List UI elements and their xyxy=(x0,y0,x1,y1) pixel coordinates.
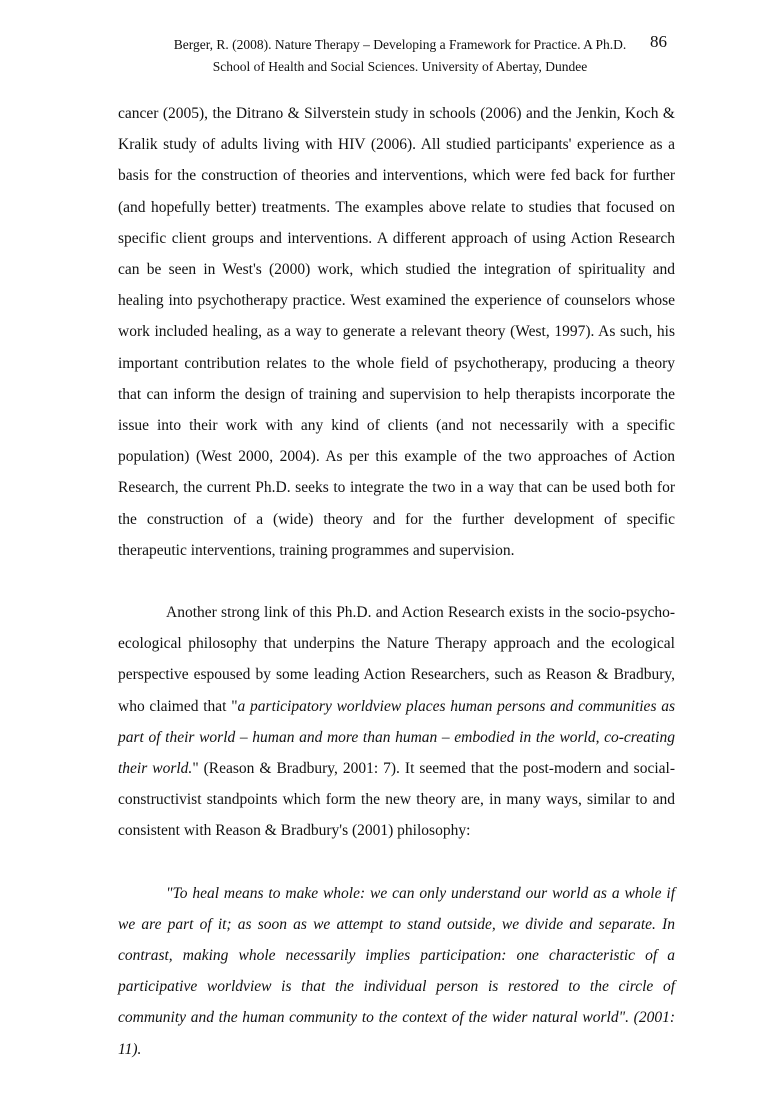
paragraph-2-inline-quote: a participatory worldview places human persons and communities as part of their world – human and more than human – embodied in the world, co-creating their world. xyxy=(118,697,675,778)
header-citation-line: Berger, R. (2008). Nature Therapy – Developing a Framework for Practice. A Ph.D. xyxy=(173,37,627,52)
page-number: 86 xyxy=(650,32,667,51)
paragraph-2-text-a: Another strong link of this Ph.D. and Action Research exists in the socio-psycho-ecological philosophy that underpins the Nature Therapy approach and the ecological perspective espoused by some leading Action Researchers, such as Reason & Bradbury, who claimed that " xyxy=(118,604,675,715)
header-institution-line: School of Health and Social Sciences. University of Abertay, Dundee xyxy=(212,59,588,74)
paragraph-2-text-b: " (Reason & Bradbury, 2001: 7). It seemed that the post-modern and social-constructivist standpoints which form the new theory are, in many ways, similar to and consistent with Reason & Bradbury's (2001) philosophy: xyxy=(118,760,675,840)
block-quote: "To heal means to make whole: we can only understand our world as a whole if we are part of it; as soon as we attempt to stand outside, we divide and separate. In contrast, making whole necessarily implies participation: one characteristic of a participative worldview is that the individual person is restored to the circle of community and the human community to the context of the wider natural world". (2001: 11). xyxy=(118,884,675,1058)
body-text xyxy=(118,98,675,1065)
paragraph-2 xyxy=(118,597,675,847)
running-header xyxy=(120,34,680,78)
paragraph-1: cancer (2005), the Ditrano & Silverstein study in schools (2006) and the Jenkin, Koch & Kralik study of adults living with HIV (2006). All studied participants' experience as a basis for the construction of theories and interventions, which were fed back for further (and hopefully better) treatments. The examples above relate to studies that focused on specific client groups and interventions. A different approach of using Action Research can be seen in West's (2000) work, which studied the integration of spirituality and healing into psychotherapy practice. West examined the experience of counselors whose work included healing, as a way to generate a relevant theory (West, 1997). As such, his important contribution relates to the whole field of psychotherapy, producing a theory that can inform the design of training and supervision to help therapists incorporate the issue into their work with any kind of clients (and not necessarily with a specific population) (West 2000, 2004). As per this example of the two approaches of Action Research, the current Ph.D. seeks to integrate the two in a way that can be used both for the construction of a (wide) theory and for the further development of specific therapeutic interventions, training programmes and supervision. xyxy=(118,105,675,559)
